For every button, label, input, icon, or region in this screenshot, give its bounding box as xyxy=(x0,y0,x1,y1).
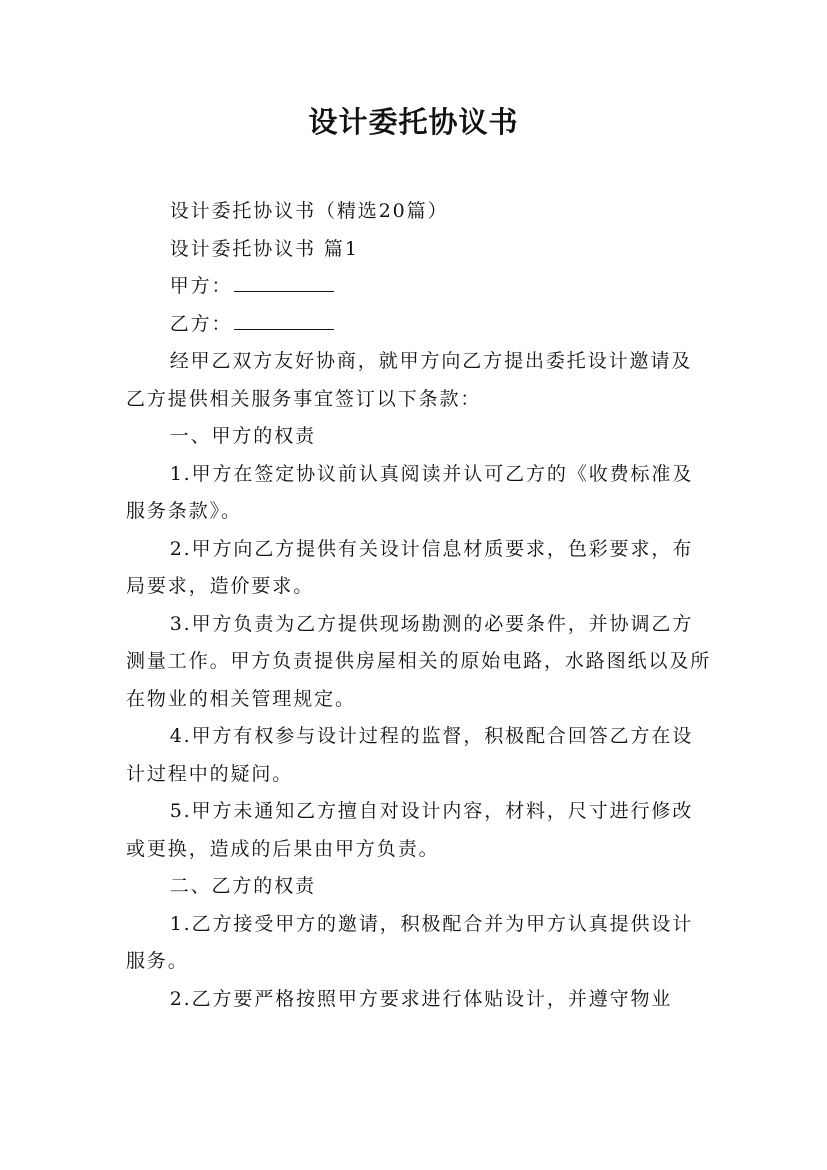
document-body xyxy=(126,193,712,1018)
part1-item-2: 2.甲方向乙方提供有关设计信息材质要求，色彩要求，布局要求，造价要求。 xyxy=(126,537,694,597)
section-heading: 设计委托协议书 篇1 xyxy=(169,237,359,260)
party-b-line xyxy=(126,306,712,344)
part2-item-2: 2.乙方要严格按照甲方要求进行体贴设计，并遵守物业 xyxy=(169,987,673,1010)
part1-item-3: 3.甲方负责为乙方提供现场勘测的必要条件，并协调乙方测量工作。甲方负责提供房屋相关的原始电路，水路图纸以及所在物业的相关管理规定。 xyxy=(126,612,712,710)
part2-heading: 二、乙方的权责 xyxy=(169,875,316,897)
intro-paragraph: 经甲乙双方友好协商，就甲方向乙方提出委托设计邀请及乙方提供相关服务事宜签订以下条款： xyxy=(126,350,693,410)
part1-heading: 一、甲方的权责 xyxy=(169,425,316,447)
party-a-blank xyxy=(234,275,334,292)
party-a-label: 甲方： xyxy=(169,275,233,297)
part1-item-4: 4.甲方有权参与设计过程的监督，积极配合回答乙方在设计过程中的疑问。 xyxy=(126,725,694,785)
part1-item-5: 5.甲方未通知乙方擅自对设计内容，材料，尺寸进行修改或更换，造成的后果由甲方负责。 xyxy=(126,800,694,860)
document-subtitle: 设计委托协议书（精选20篇） xyxy=(169,200,449,222)
part1-item-1: 1.甲方在签定协议前认真阅读并认可乙方的《收费标准及服务条款》。 xyxy=(126,462,694,522)
document-title: 设计委托协议书 xyxy=(308,105,519,139)
party-a-line xyxy=(126,268,712,306)
party-b-blank xyxy=(234,313,334,330)
party-b-label: 乙方： xyxy=(169,312,233,335)
part2-item-1: 1.乙方接受甲方的邀请，积极配合并为甲方认真提供设计服务。 xyxy=(126,912,694,972)
